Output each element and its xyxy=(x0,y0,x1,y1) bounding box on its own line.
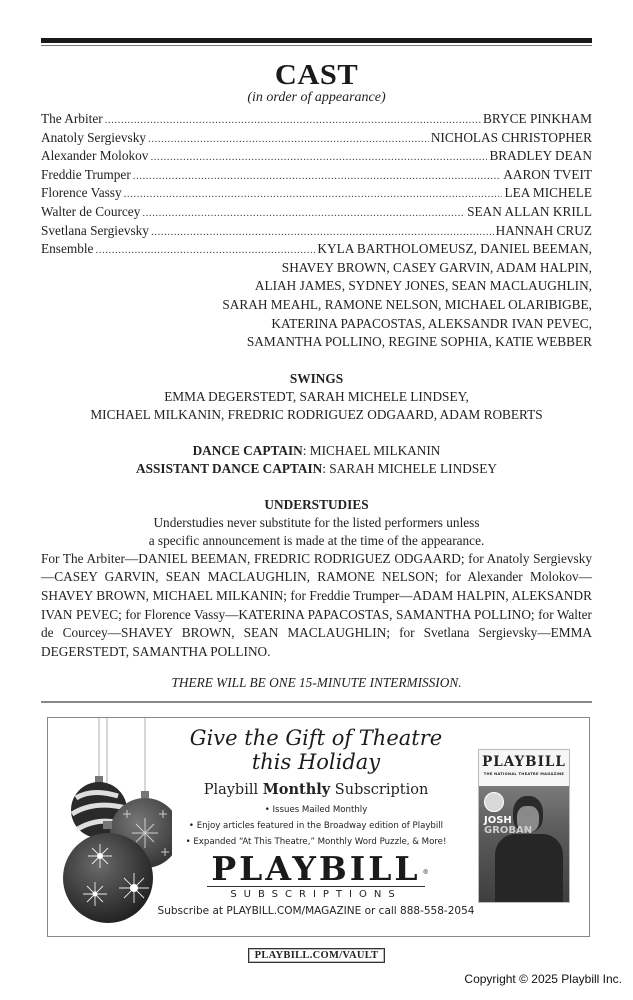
assistant-dance-captain-name: : SARAH MICHELE LINDSEY xyxy=(322,460,497,476)
ad-headline: this Holiday xyxy=(251,750,381,774)
ensemble-line: ALIAH JAMES, SYDNEY JONES, SEAN MACLAUGHLIN, xyxy=(254,278,592,294)
vault-link[interactable]: PLAYBILL.COM/VAULT xyxy=(248,948,385,963)
role-name: The Arbiter xyxy=(41,111,103,126)
cover-name xyxy=(484,816,532,836)
ad-subheading xyxy=(156,780,476,800)
assistant-dance-captain xyxy=(41,460,592,478)
section-divider xyxy=(41,701,592,703)
cast-list xyxy=(41,110,592,352)
actor-name: SEAN ALLAN KRILL xyxy=(467,203,592,219)
cast-row xyxy=(41,203,592,222)
role-name: Svetlana Sergievsky xyxy=(41,222,149,238)
cast-row xyxy=(41,222,592,241)
dot-leader xyxy=(151,223,494,242)
ad-copy xyxy=(156,726,476,918)
actor-name: LEA MICHELE xyxy=(504,185,592,201)
understudies-heading: UNDERSTUDIES xyxy=(264,496,369,512)
cast-row xyxy=(41,110,592,129)
dance-captain-name: : MICHAEL MILKANIN xyxy=(302,442,441,458)
cast-title: CAST xyxy=(274,59,359,91)
understudies-note: Understudies never substitute for the listed performers unless xyxy=(153,514,480,530)
understudies-section xyxy=(41,496,592,662)
ensemble-line: SARAH MEAHL, RAMONE NELSON, MICHAEL OLARIBIGBE, xyxy=(222,296,592,312)
magazine-title: PLAYBILL xyxy=(482,754,566,770)
actor-name: KYLA BARTHOLOMEUSZ, DANIEL BEEMAN, xyxy=(317,241,592,257)
cast-row xyxy=(41,129,592,148)
registered-mark: ® xyxy=(422,869,429,876)
cover-body xyxy=(495,834,563,903)
dot-leader xyxy=(95,241,315,260)
logo-text: PLAYBILL xyxy=(211,849,421,888)
role-name: Alexander Molokov xyxy=(41,148,149,164)
subscription-ad[interactable] xyxy=(47,717,590,937)
dance-captain xyxy=(41,442,592,460)
understudies-note: a specific announcement is made at the time of the appearance. xyxy=(148,532,485,548)
ad-bullet-list xyxy=(156,802,476,850)
magazine-cover xyxy=(478,749,570,903)
understudies-list: For The Arbiter—DANIEL BEEMAN, FREDRIC RODRIGUEZ ODGAARD; for Anatoly Sergievsky—CASEY GARVIN, SEAN MACLAUGHLIN, RAMONE NELSON; for Alexander Molokov—SHAVEY BROWN, MICHAEL MILKANIN; for Freddie Trumper—ADAM HALPIN, ALEKSANDR IVAN PEVEC; for Florence Vassy—KATERINA PAPACOSTAS, SAMANTHA POLLINO; for Walter de Courcey—SHAVEY BROWN, SEAN MACLAUGHLIN; for Svetlana Sergievsky—EMMA DEGERSTEDT, SAMANTHA POLLINO. xyxy=(41,550,592,659)
swings-section xyxy=(41,370,592,424)
ad-sub-pre: Playbill xyxy=(203,782,263,798)
cover-badge-icon xyxy=(484,792,504,812)
logo-subtitle: SUBSCRIPTIONS xyxy=(230,889,402,900)
ensemble-line: SHAVEY BROWN, CASEY GARVIN, ADAM HALPIN, xyxy=(281,259,592,275)
cover-photo xyxy=(479,786,570,903)
copyright-notice: Copyright © 2025 Playbill Inc. xyxy=(464,972,622,986)
cover-name-first: JOSH xyxy=(484,815,512,826)
cast-row xyxy=(41,147,592,166)
intermission-notice: THERE WILL BE ONE 15-MINUTE INTERMISSION. xyxy=(171,675,462,691)
dot-leader xyxy=(105,111,481,130)
swings-heading: SWINGS xyxy=(289,370,344,386)
magazine-masthead xyxy=(479,750,569,786)
actor-name: BRYCE PINKHAM xyxy=(483,111,592,126)
dot-leader xyxy=(148,130,429,149)
role-name: Freddie Trumper xyxy=(41,166,131,182)
ad-call-to-action[interactable]: Subscribe at PLAYBILL.COM/MAGAZINE or call 888-558-2054 xyxy=(157,905,475,917)
ad-headline: Give the Gift of Theatre xyxy=(189,726,443,750)
ad-sub-post: Subscription xyxy=(330,782,429,798)
role-name: Walter de Courcey xyxy=(41,203,141,219)
captains-section xyxy=(41,442,592,478)
dot-leader xyxy=(142,204,465,223)
ad-bullet: • Expanded “At This Theatre,” Monthly Word Puzzle, & More! xyxy=(185,837,447,847)
role-name: Ensemble xyxy=(41,241,94,257)
role-name: Florence Vassy xyxy=(41,185,122,201)
ensemble-line: SAMANTHA POLLINO, REGINE SOPHIA, KATIE WEBBER xyxy=(246,334,592,350)
swings-line: EMMA DEGERSTEDT, SARAH MICHELE LINDSEY, xyxy=(164,388,469,404)
actor-name: HANNAH CRUZ xyxy=(495,222,592,238)
swings-line: MICHAEL MILKANIN, FREDRIC RODRIGUEZ ODGAARD, ADAM ROBERTS xyxy=(90,406,543,422)
dot-leader xyxy=(133,167,501,186)
actor-name: BRADLEY DEAN xyxy=(489,148,592,164)
playbill-logo xyxy=(207,849,429,888)
playbill-page xyxy=(41,38,592,703)
magazine-tagline: THE NATIONAL THEATRE MAGAZINE xyxy=(483,772,565,776)
top-rule-thin xyxy=(41,45,592,46)
cast-row-ensemble xyxy=(41,240,592,259)
cast-row xyxy=(41,184,592,203)
ad-sub-bold: Monthly xyxy=(262,781,331,798)
ensemble-line: KATERINA PAPACOSTAS, ALEKSANDR IVAN PEVEC, xyxy=(271,315,592,331)
dot-leader xyxy=(124,185,503,204)
cast-row xyxy=(41,166,592,185)
actor-name: NICHOLAS CHRISTOPHER xyxy=(430,129,592,145)
dance-captain-label: DANCE CAPTAIN xyxy=(192,442,303,458)
dot-leader xyxy=(150,148,487,167)
cast-subtitle: (in order of appearance) xyxy=(247,90,386,105)
ad-bullet: • Enjoy articles featured in the Broadway edition of Playbill xyxy=(188,821,444,831)
assistant-dance-captain-label: ASSISTANT DANCE CAPTAIN xyxy=(136,460,323,476)
cover-name-last: GROBAN xyxy=(484,825,533,836)
actor-name: AARON TVEIT xyxy=(503,166,592,182)
christmas-ornaments-icon xyxy=(52,718,172,936)
top-rule-thick xyxy=(41,38,592,43)
ad-bullet: • Issues Mailed Monthly xyxy=(264,805,368,815)
role-name: Anatoly Sergievsky xyxy=(41,129,147,145)
